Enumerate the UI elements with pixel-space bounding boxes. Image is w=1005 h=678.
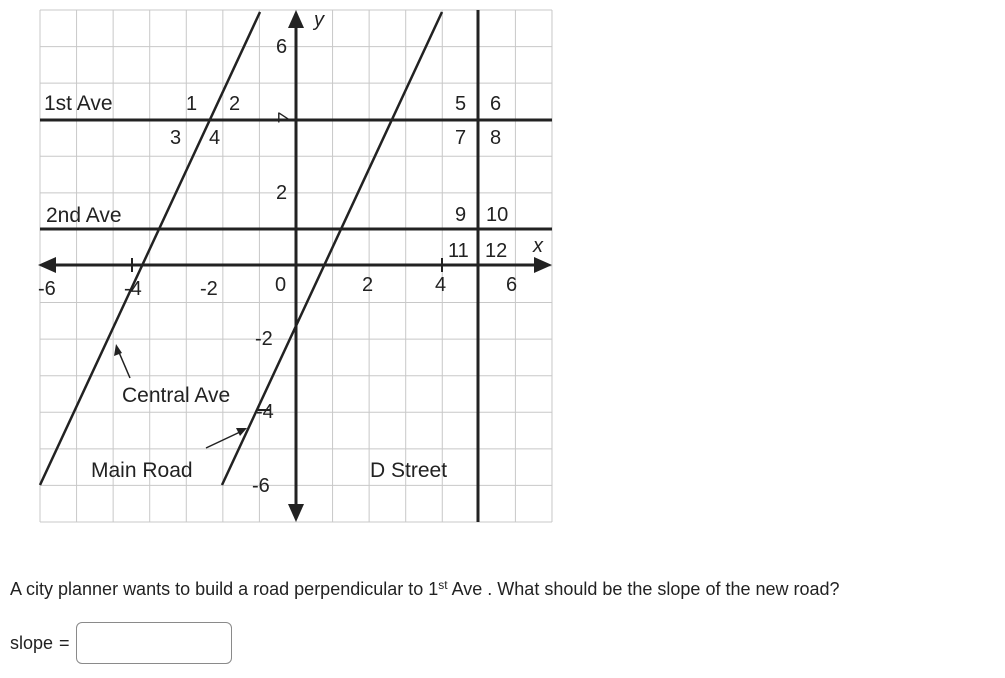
question-text-before: A city planner wants to build a road perpendicular to 1	[10, 579, 439, 599]
y-tick-label: 4	[270, 112, 292, 124]
coordinate-graph	[0, 0, 560, 530]
y-axis-label: y	[314, 9, 324, 31]
y-axis-up-arrow-icon	[288, 10, 304, 28]
first-ave-label: 1st Ave	[44, 92, 113, 115]
angle-label-12: 12	[485, 240, 508, 262]
angle-label-2: 2	[229, 93, 241, 115]
x-axis-left-arrow-icon	[38, 257, 56, 273]
central-ave-pointer-arrow-icon	[114, 344, 122, 356]
y-tick-label: -6	[252, 475, 270, 497]
angle-label-9: 9	[455, 204, 467, 226]
x-tick-label: -2	[200, 278, 218, 300]
angle-label-4: 4	[209, 127, 221, 149]
slope-input[interactable]	[76, 622, 232, 664]
x-tick-label: 4	[435, 274, 447, 296]
y-tick-label: -2	[255, 328, 273, 350]
x-tick-label: -6	[38, 278, 56, 300]
y-tick-label: 2	[276, 182, 288, 204]
angle-label-1: 1	[186, 93, 198, 115]
angle-label-11: 11	[448, 240, 469, 262]
angle-label-6: 6	[490, 93, 502, 115]
x-tick-label: 2	[362, 274, 374, 296]
angle-label-5: 5	[455, 93, 467, 115]
angle-label-7: 7	[455, 127, 467, 149]
y-tick-label: -4	[256, 401, 274, 423]
equals-sign: =	[59, 632, 70, 653]
slope-label: slope	[10, 632, 54, 653]
question-superscript: st	[438, 578, 448, 592]
central-ave-pointer-line	[118, 350, 130, 378]
x-tick-label: 6	[506, 274, 518, 296]
y-axis-down-arrow-icon	[288, 504, 304, 522]
y-tick-label: 6	[276, 36, 288, 58]
central-ave-label: Central Ave	[122, 384, 231, 407]
angle-label-10: 10	[486, 204, 509, 226]
main-road-label: Main Road	[91, 459, 193, 482]
x-tick-label: -4	[124, 278, 142, 300]
x-axis-right-arrow-icon	[534, 257, 552, 273]
d-street-label: D Street	[370, 459, 448, 482]
x-tick-label: 0	[275, 274, 287, 296]
x-axis-label: x	[533, 235, 543, 257]
second-ave-label: 2nd Ave	[46, 204, 122, 227]
question-text-after: Ave . What should be the slope of the new road?	[447, 579, 840, 599]
answer-row	[10, 622, 232, 664]
question-prompt	[10, 579, 840, 600]
angle-label-3: 3	[170, 127, 182, 149]
angle-label-8: 8	[490, 127, 502, 149]
